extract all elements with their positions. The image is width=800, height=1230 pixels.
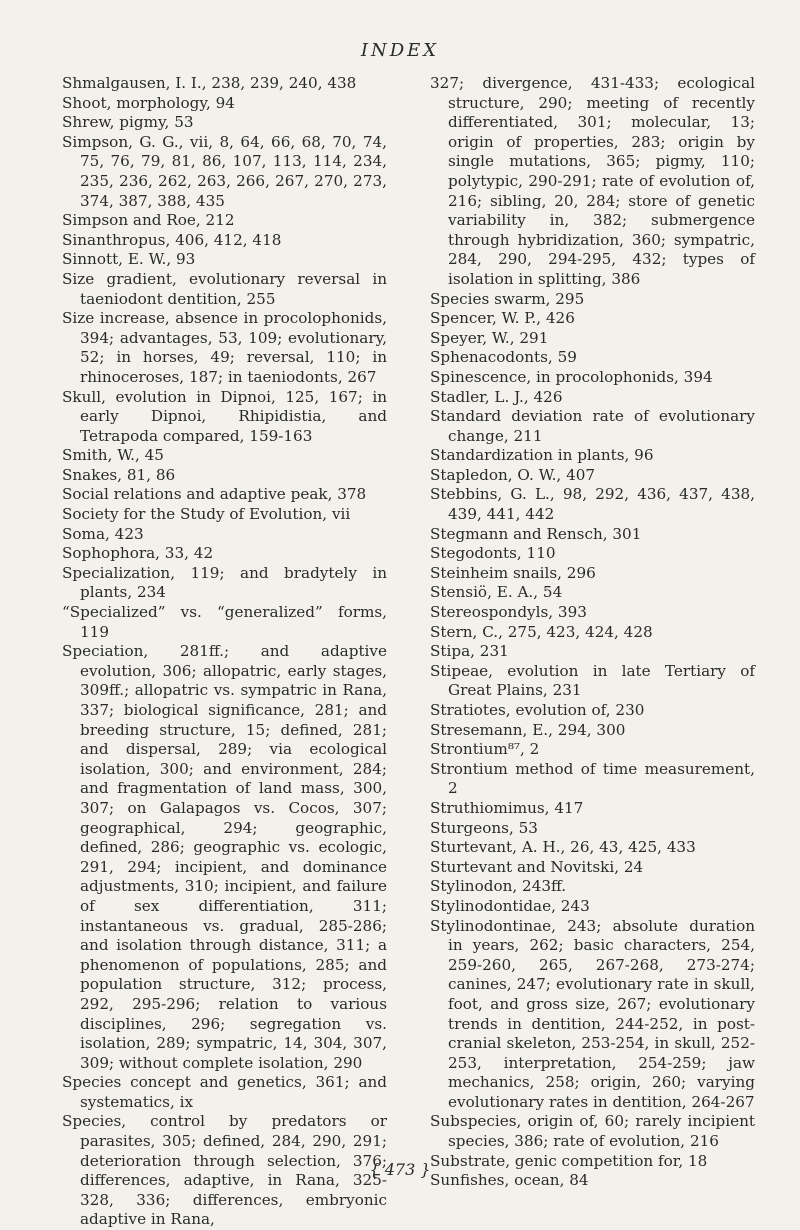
index-entry: Stereospondyls, 393 [430,603,587,622]
index-entry: Steinheim snails, 296 [430,563,596,582]
index-entry: Strontium method of time measurement, 2 [430,759,755,798]
index-entry: Species concept and genetics, 361; and systematics, ix [62,1073,387,1111]
index-entry: Sophophora, 33, 42 [62,544,214,563]
index-entry: Society for the Study of Evolution, vii [62,505,351,524]
index-entry: Stadler, L. J., 426 [430,387,563,406]
index-entry: Sinnott, E. W., 93 [62,250,196,269]
index-entry: Simpson, G. G., vii, 8, 64, 66, 68, 70, 74, 75, 76, 79, 81, 86, 107, 113, 114, 234, 235, 236, 262, 263, 266, 267, 270, 273, 374, 387, 388, 435 [62,132,387,210]
index-entry: Stegmann and Rensch, 301 [430,524,642,543]
index-entry: Stylinodon, 243ff. [430,877,567,896]
index-entry: Strontium⁸⁷, 2 [430,740,540,759]
index-entry: Smith, W., 45 [62,446,164,465]
index-entry: Speyer, W., 291 [430,328,549,347]
index-entry: Stipa, 231 [430,642,509,661]
index-entry: Skull, evolution in Dipnoi, 125, 167; in early Dipnoi, Rhipidistia, and Tetrapoda compared, 159-163 [62,387,387,445]
index-entry: Soma, 423 [62,524,144,543]
index-entry: Shoot, morphology, 94 [62,93,235,112]
index-entry: Stensiö, E. A., 54 [430,583,563,602]
page-number: { 473 } [369,1160,431,1179]
index-entry: Sturtevant, A. H., 26, 43, 425, 433 [430,838,696,857]
index-entry: Snakes, 81, 86 [62,465,176,484]
index-entry: Stresemann, E., 294, 300 [430,720,626,739]
page-header: INDEX [360,40,440,61]
index-entry: Species swarm, 295 [430,289,585,308]
index-entry: Speciation, 281ff.; and adaptive evolution, 306; allopatric, early stages, 309ff.; allopatric vs. sympatric in Rana, 337; biological significance, 281; and breeding structure, 15; defined, 281; and dispersal, 289; via ecological isolation, 300; and environment, 284; and fragmentation of land mass, 300, 307; on Galapagos vs. Cocos, 307; geographical, 294; geographic, defined, 286; geographic vs. ecologic, 291, 294; incipient, and dominance adjustments, 310; incipient, and failure of sex differentiation, 311; instantaneous vs. gradual, 285-286; and isolation through distance, 311; a phenomenon of populations, 285; and population structure, 312; process, 292, 295-296; relation to various disciplines, 296; segregation vs. isolation, 289; sympatric, 14, 304, 307, 309; without complete isolation, 290 [62,642,387,1072]
index-entry: Sturgeons, 53 [430,818,538,837]
index-entry: Size gradient, evolutionary reversal in taeniodont dentition, 255 [62,269,387,308]
left-column [62,74,387,1230]
index-entry: Substrate, genic competition for, 18 [430,1151,708,1170]
index-entry: Specialization, 119; and bradytely in plants, 234 [62,563,387,602]
index-entry: Stapledon, O. W., 407 [430,465,596,484]
index-entry: Stegodonts, 110 [430,544,556,563]
index-entry: Species, control by predators or parasites, 305; defined, 284, 290, 291; deterioration through selection, 376; differences, adaptive, in Rana, 325-328, 336; differences, embryonic adaptive in Rana, [62,1112,387,1229]
index-entry: Standardization in plants, 96 [430,446,654,465]
index-entry: 327; divergence, 431-433; ecological structure, 290; meeting of recently differentiated, 301; molecular, 13; origin of properties, 283; origin by single mutations, 365; pigmy, 110; polytypic, 290-291; rate of evolution of, 216; sibling, 20, 284; store of genetic variability in, 382; submergence through hybridization, 360; sympatric, 284, 290, 294-295, 432; types of isolation in splitting, 386 [430,74,755,288]
index-entry: Stipeae, evolution in late Tertiary of Great Plains, 231 [430,661,755,700]
index-entry: Subspecies, origin of, 60; rarely incipient species, 386; rate of evolution, 216 [430,1112,755,1151]
index-entry: Stylinodontidae, 243 [430,896,590,915]
index-entry: Stylinodontinae, 243; absolute duration in years, 262; basic characters, 254, 259-260, 265, 267-268, 273-274; canines, 247; evolutionary rate in skull, foot, and gross size, 267; evolutionary trends in dentition, 244-252, in post-cranial skeleton, 253-254, in skull, 252-253, interpretation, 254-259; jaw mechanics, 258; origin, 260; varying evolutionary rates in dentition, 264-267 [430,916,755,1111]
index-entry: Size increase, absence in procolophonids, 394; advantages, 53, 109; evolutionary, 52; in horses, 49; reversal, 110; in rhinoceroses, 187; in taeniodonts, 267 [62,309,387,386]
index-entry: Social relations and adaptive peak, 378 [62,485,367,504]
index-entry: “Specialized” vs. “generalized” forms, 119 [62,603,387,641]
index-entry: Spencer, W. P., 426 [430,309,575,328]
index-entry: Sinanthropus, 406, 412, 418 [62,230,282,249]
index-entry: Sunfishes, ocean, 84 [430,1171,589,1190]
index-entry: Simpson and Roe, 212 [62,211,235,230]
index-entry: Stratiotes, evolution of, 230 [430,701,645,719]
index-entry: Standard deviation rate of evolutionary change, 211 [430,407,755,445]
index-entry: Struthiomimus, 417 [430,798,584,817]
index-entry: Spinescence, in procolophonids, 394 [430,367,713,386]
right-column [430,74,755,1191]
index-entry: Sphenacodonts, 59 [430,348,577,367]
index-entry: Shrew, pigmy, 53 [62,113,194,132]
index-entry: Shmalgausen, I. I., 238, 239, 240, 438 [62,74,357,92]
index-entry: Sturtevant and Novitski, 24 [430,857,644,876]
index-entry: Stebbins, G. L., 98, 292, 436, 437, 438, 439, 441, 442 [430,485,755,524]
index-entry: Stern, C., 275, 423, 424, 428 [430,622,653,641]
